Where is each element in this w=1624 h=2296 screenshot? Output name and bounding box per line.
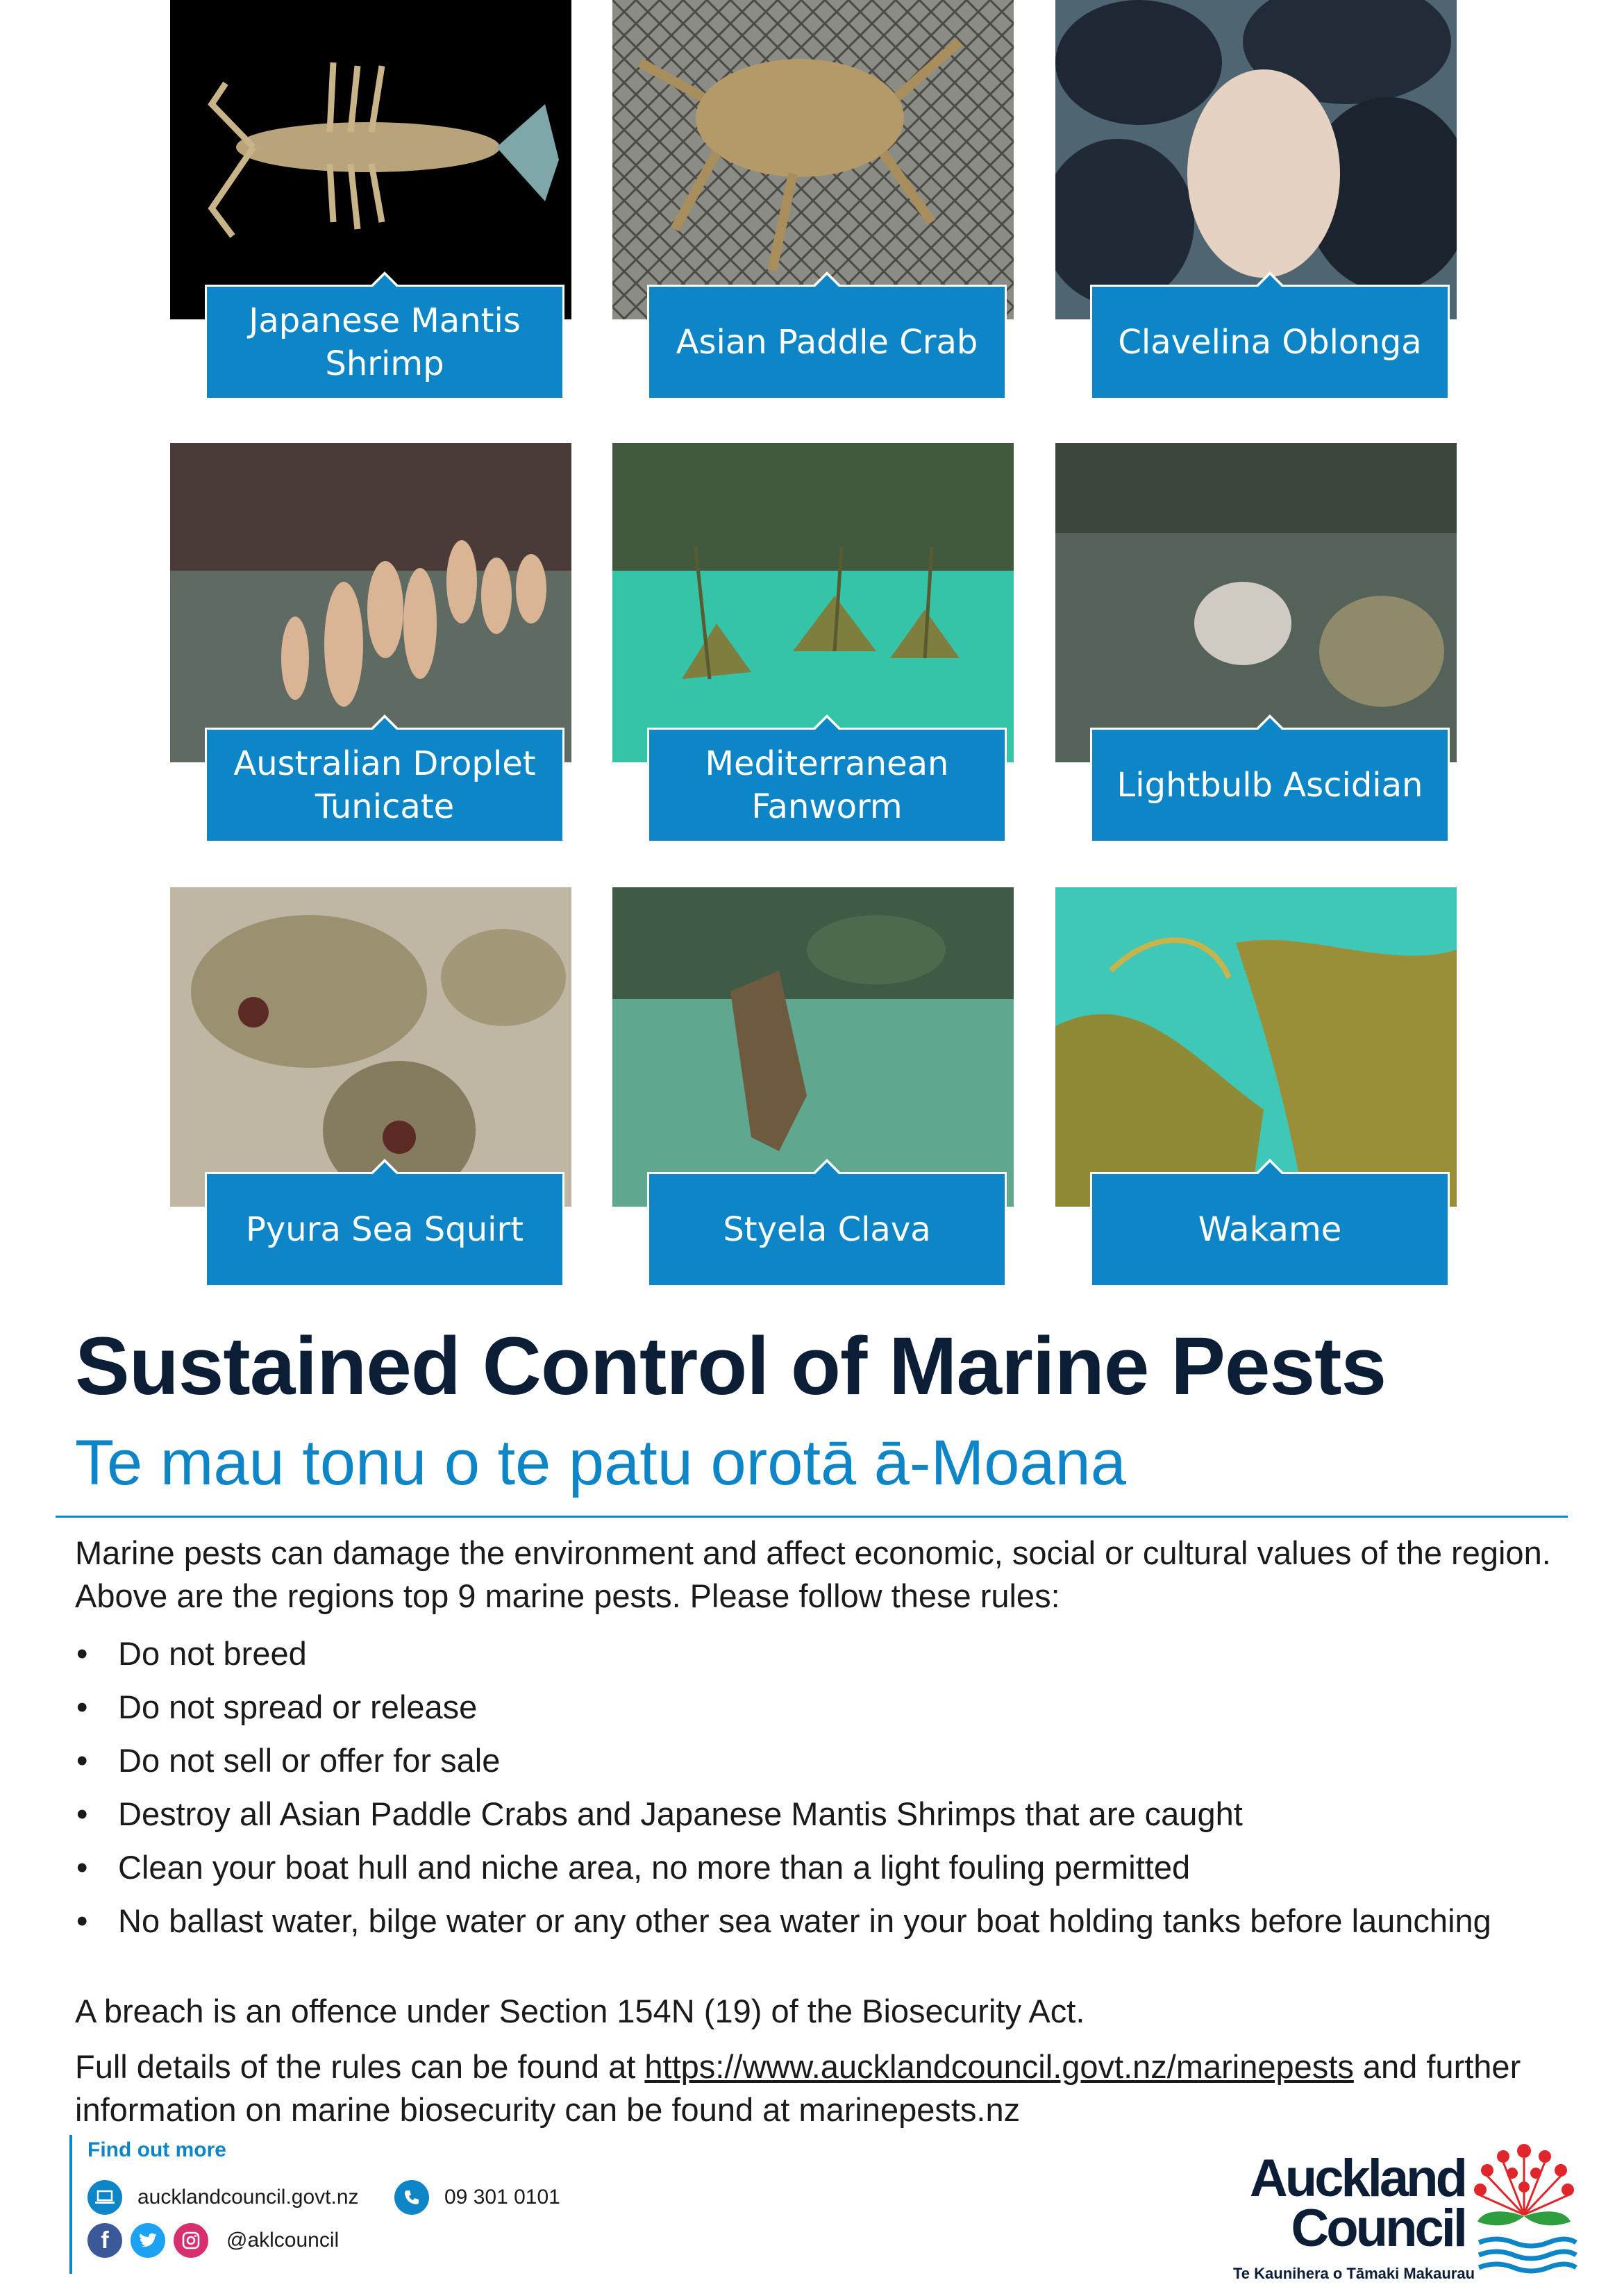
logo-line-1: Auckland	[1249, 2149, 1465, 2208]
page-subtitle: Te mau tonu o te patu orotā ā-Moana	[75, 1427, 1126, 1498]
rule-item: • Do not breed	[75, 1632, 1533, 1675]
details-prefix: Full details of the rules can be found at	[75, 2048, 645, 2085]
rule-item: • No ballast water, bilge water or any other sea water in your boat holding tanks before launching	[75, 1900, 1533, 1943]
pohutukawa-emblem-icon	[1465, 2138, 1583, 2284]
intro-paragraph: Marine pests can damage the environment and affect economic, social or cultural values of the region. Above are the regions top 9 marine pests. Please follow these rules:	[75, 1534, 1551, 1614]
rule-item: • Do not spread or release	[75, 1686, 1533, 1729]
rules-list	[75, 1632, 1533, 1953]
phone-number[interactable]: 09 301 0101	[444, 2186, 560, 2209]
rule-item: • Destroy all Asian Paddle Crabs and Japanese Mantis Shrimps that are caught	[75, 1793, 1533, 1836]
twitter-icon[interactable]	[131, 2223, 165, 2258]
instagram-icon[interactable]	[174, 2223, 208, 2258]
rule-item: • Do not sell or offer for sale	[75, 1739, 1533, 1782]
auckland-council-logo	[1222, 2138, 1583, 2284]
label-lightbulb-ascidian: Lightbulb Ascidian	[1090, 728, 1450, 843]
find-out-more-heading: Find out more	[87, 2138, 226, 2161]
label-styela-clava: Styela Clava	[647, 1172, 1007, 1287]
phone-icon	[394, 2180, 429, 2215]
breach-notice: A breach is an offence under Section 154N (19) of the Biosecurity Act.	[75, 1993, 1085, 2029]
label-clavelina-oblonga: Clavelina Oblonga	[1090, 285, 1450, 400]
label-australian-droplet-tunicate: Australian Droplet Tunicate	[205, 728, 564, 843]
facebook-icon[interactable]: f	[87, 2223, 122, 2258]
label-japanese-mantis-shrimp: Japanese Mantis Shrimp	[205, 285, 564, 400]
label-pyura-sea-squirt: Pyura Sea Squirt	[205, 1172, 564, 1287]
website-link[interactable]: aucklandcouncil.govt.nz	[137, 2186, 359, 2209]
label-mediterranean-fanworm: Mediterranean Fanworm	[647, 728, 1007, 843]
label-asian-paddle-crab: Asian Paddle Crab	[647, 285, 1007, 400]
laptop-icon	[87, 2180, 122, 2215]
divider	[56, 1516, 1568, 1518]
marine-pests-link[interactable]: https://www.aucklandcouncil.govt.nz/marinepests	[644, 2048, 1354, 2085]
details-paragraph	[75, 2045, 1568, 2131]
details-suffix: and further information on marine biosecurity can be found at marinepests.nz	[75, 2048, 1521, 2128]
label-wakame: Wakame	[1090, 1172, 1450, 1287]
rule-item: • Clean your boat hull and niche area, no more than a light fouling permitted	[75, 1846, 1533, 1889]
page-title: Sustained Control of Marine Pests	[75, 1321, 1387, 1412]
footer-accent-bar	[69, 2135, 72, 2274]
social-handle[interactable]: @aklcouncil	[226, 2229, 340, 2252]
logo-line-2: Council	[1291, 2199, 1465, 2258]
logo-tagline: Te Kaunihera o Tāmaki Makaurau	[1233, 2265, 1475, 2282]
